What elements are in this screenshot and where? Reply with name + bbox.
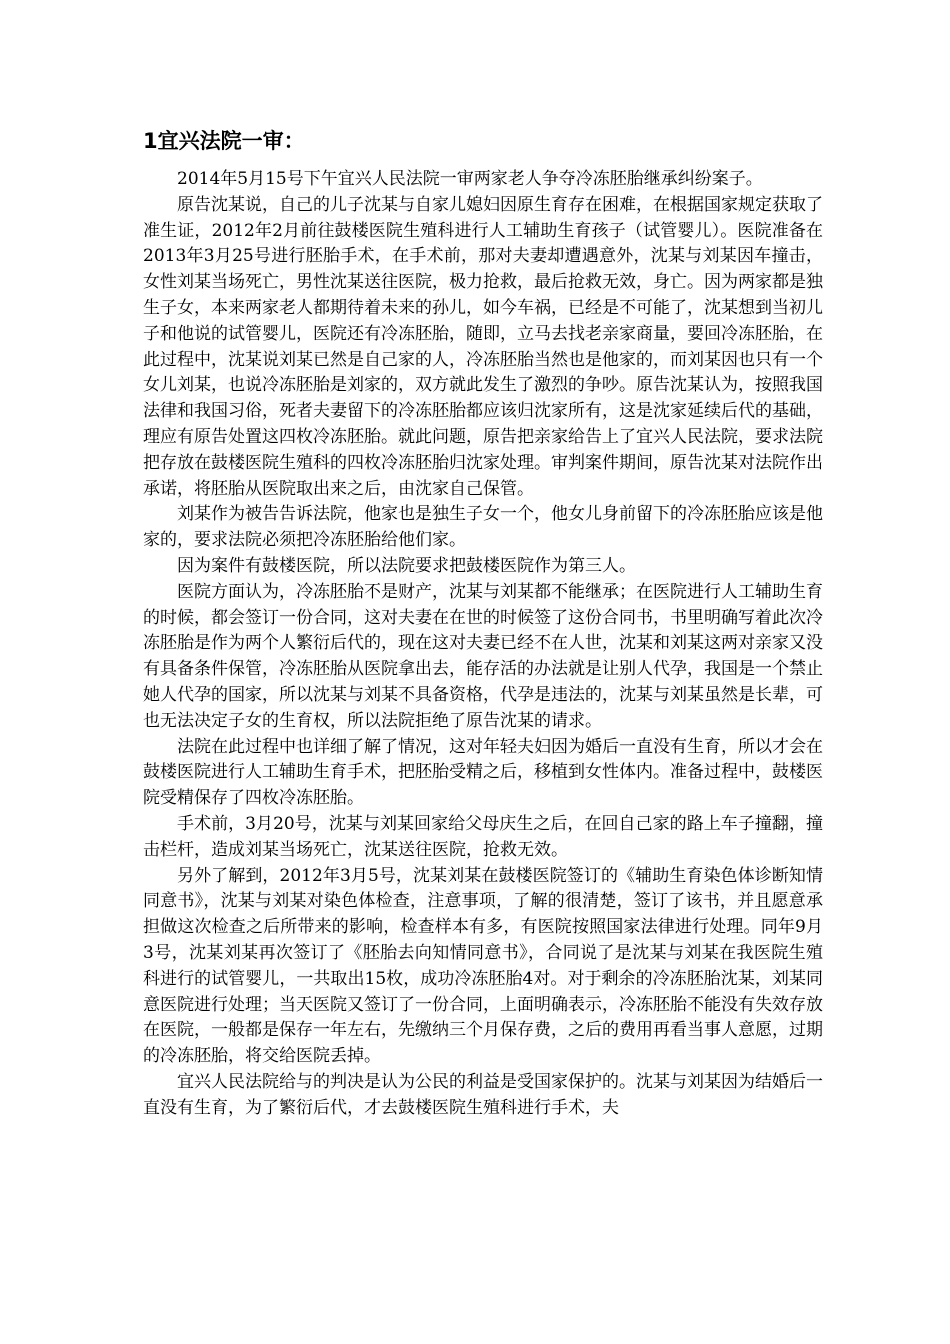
paragraph: 医院方面认为，冷冻胚胎不是财产，沈某与刘某都不能继承；在医院进行人工辅助生育的时候，都会签订一份合同，这对夫妻在在世的时候签了这份合同书，书里明确写着此次冷冻胚胎是作为两个人繁衍后代的，现在这对夫妻已经不在人世，沈某和刘某这两对亲家又没有具备条件保管，冷冻胚胎从医院拿出去，能存活的办法就是让别人代孕，我国是一个禁止她人代孕的国家，所以沈某与刘某不具备资格，代孕是违法的，沈某与刘某虽然是长辈，可也无法决定子女的生育权，所以法院拒绝了原告沈某的请求。 — [143, 581, 823, 731]
paragraph: 另外了解到，2012年3月5号，沈某刘某在鼓楼医院签订的《辅助生育染色体诊断知情同意书》，沈某与刘某对染色体检查，注意事项，了解的很清楚，签订了该书，并且愿意承担做这次检查之后所带来的影响，检查样本有多，有医院按照国家法律进行处理。同年9月3号，沈某刘某再次签订了《胚胎去向知情同意书》，合同说了是沈某与刘某在我医院生殖科进行的试管婴儿，一共取出15枚，成功冷冻胚胎4对。对于剩余的冷冻胚胎沈某，刘某同意医院进行处理；当天医院又签订了一份合同，上面明确表示，冷冻胚胎不能没有失效存放在医院，一般都是保存一年左右，先缴纳三个月保存费，之后的费用再看当事人意愿，过期的冷冻胚胎，将交给医院丢掉。 — [143, 865, 823, 1067]
paragraph: 法院在此过程中也详细了解了情况，这对年轻夫妇因为婚后一直没有生育，所以才会在鼓楼医院进行人工辅助生育手术，把胚胎受精之后，移植到女性体内。准备过程中，鼓楼医院受精保存了四枚冷冻胚胎。 — [143, 736, 823, 809]
paragraph: 刘某作为被告告诉法院，他家也是独生子女一个，他女儿身前留下的冷冻胚胎应该是他家的，要求法院必须把冷冻胚胎给他们家。 — [143, 504, 823, 551]
document-body — [143, 167, 823, 1121]
section-heading: 1宜兴法院一审： — [143, 129, 305, 153]
paragraph: 2014年5月15号下午宜兴人民法院一审两家老人争夺冷冻胚胎继承纠纷案子。 — [177, 169, 763, 189]
paragraph: 因为案件有鼓楼医院，所以法院要求把鼓楼医院作为第三人。 — [177, 555, 636, 576]
paragraph: 原告沈某说，自己的儿子沈某与自家儿媳妇因原生育存在困难，在根据国家规定获取了准生证，2012年2月前往鼓楼医院生殖科进行人工辅助生育孩子（试管婴儿）。医院准备在2013年3月25号进行胚胎手术，在手术前，那对夫妻却遭遇意外，沈某与刘某因车撞击，女性刘某当场死亡，男性沈某送往医院，极力抢救，最后抢救无效，身亡。因为两家都是独生子女，本来两家老人都期待着未来的孙儿，如今车祸，已经是不可能了，沈某想到当初儿子和他说的试管婴儿，医院还有冷冻胚胎，随即，立马去找老亲家商量，要回冷冻胚胎，在此过程中，沈某说刘某已然是自己家的人，冷冻胚胎当然也是他家的，而刘某因也只有一个女儿刘某，也说冷冻胚胎是刘家的，双方就此发生了激烈的争吵。原告沈某认为，按照我国法律和我国习俗，死者夫妻留下的冷冻胚胎都应该归沈家所有，这是沈家延续后代的基础，理应有原告处置这四枚冷冻胚胎。就此问题，原告把亲家给告上了宜兴人民法院，要求法院把存放在鼓楼医院生殖科的四枚冷冻胚胎归沈家处理。审判案件期间，原告沈某对法院作出承诺，将胚胎从医院取出来之后，由沈家自己保管。 — [143, 194, 823, 499]
paragraph: 手术前，3月20号，沈某与刘某回家给父母庆生之后，在回自己家的路上车子撞翻，撞击栏杆，造成刘某当场死亡，沈某送往医院，抢救无效。 — [143, 813, 823, 860]
paragraph: 宜兴人民法院给与的判决是认为公民的利益是受国家保护的。沈某与刘某因为结婚后一直没有生育，为了繁衍后代，才去鼓楼医院生殖科进行手术，夫 — [143, 1071, 823, 1118]
